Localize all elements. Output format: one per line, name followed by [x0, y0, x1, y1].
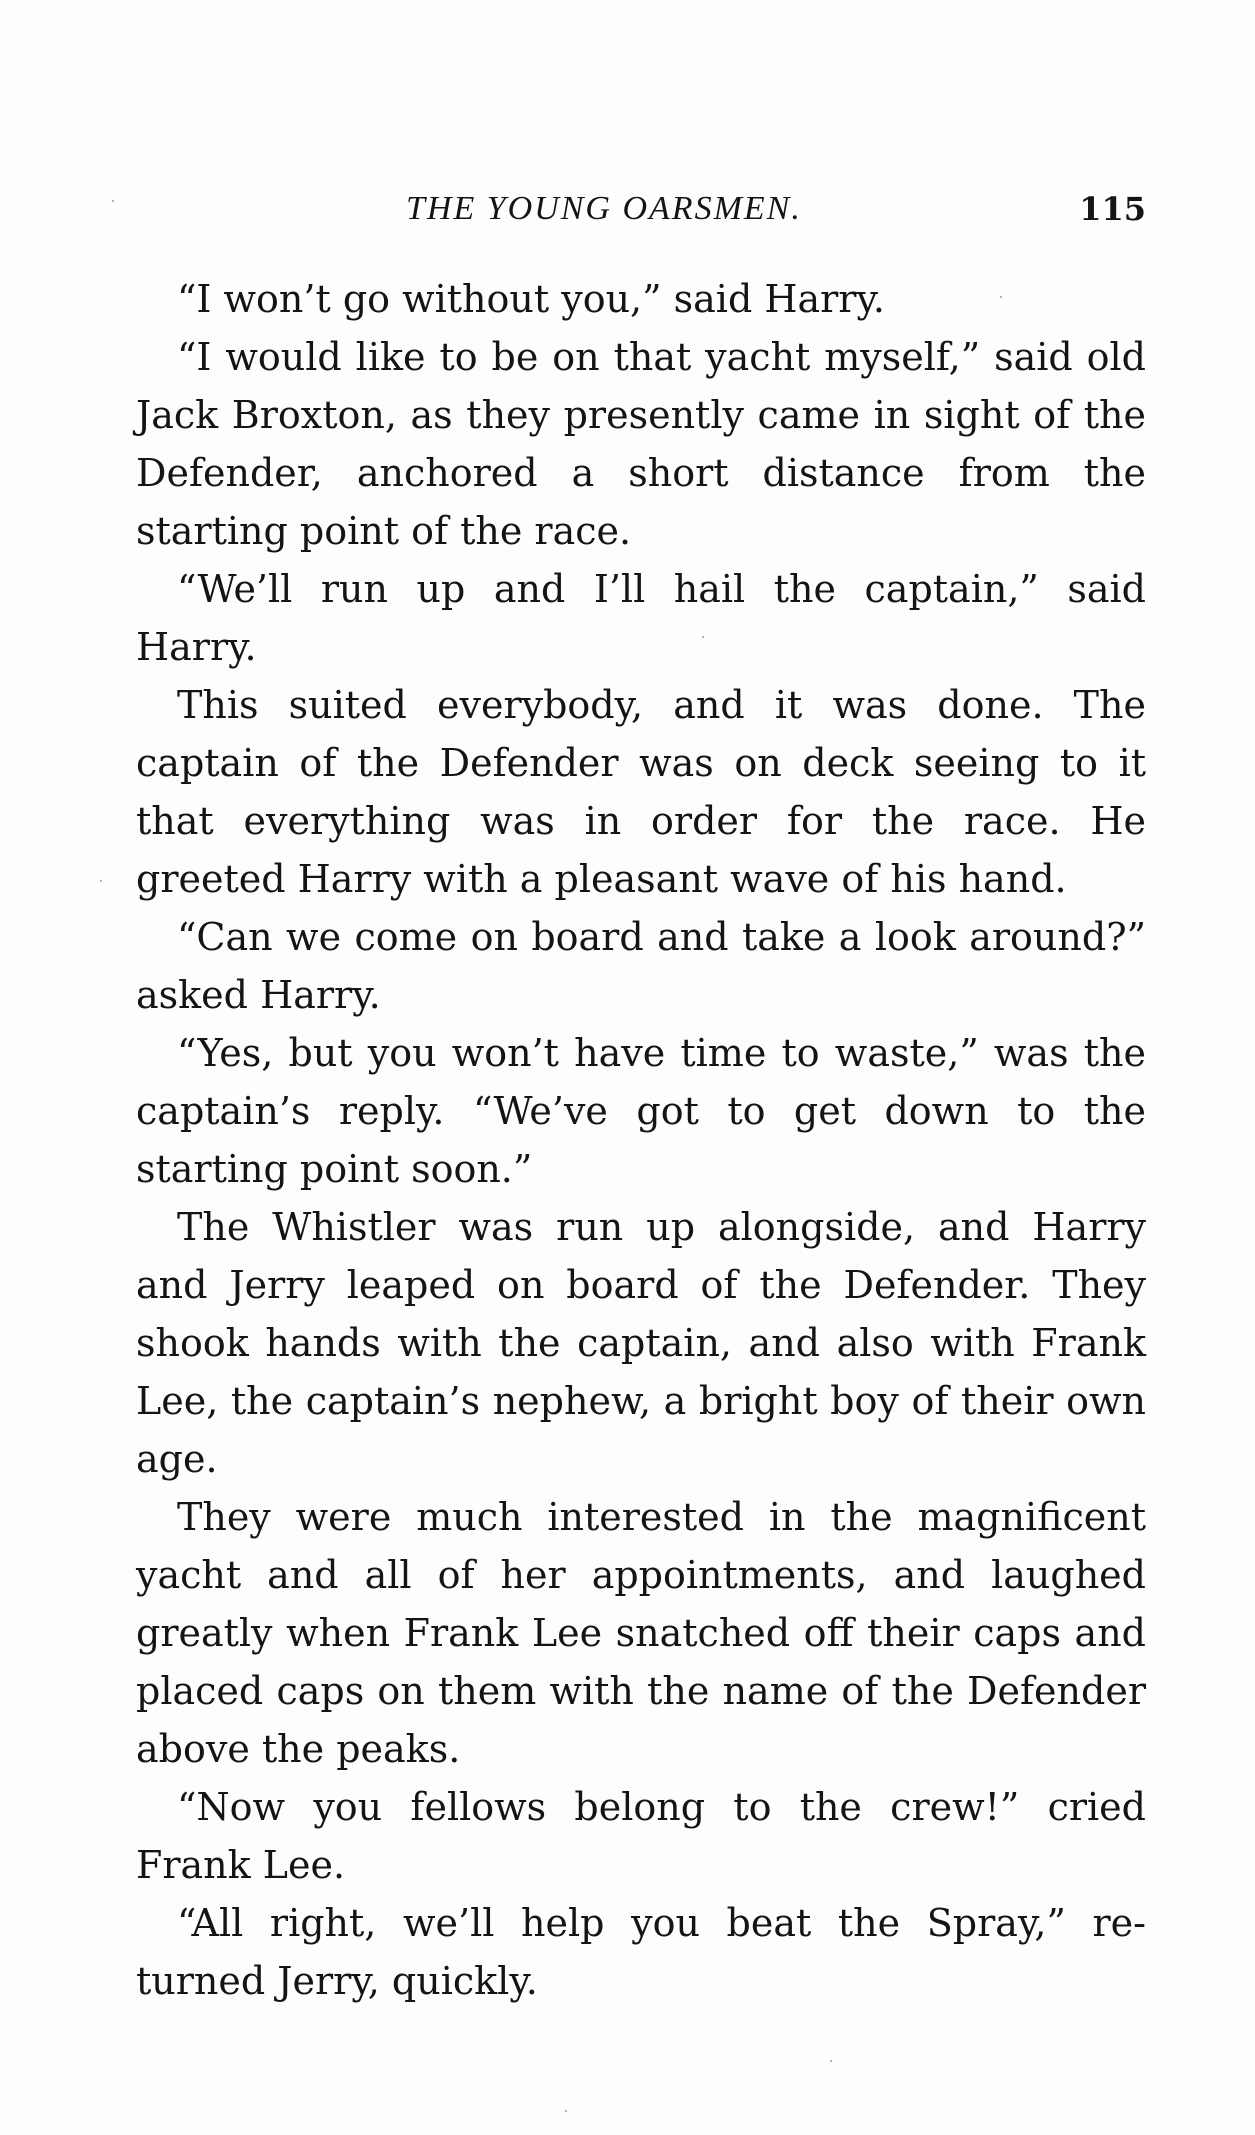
page-header	[136, 190, 1146, 240]
paragraph: “Yes, but you won’t have time to waste,” was the captain’s reply. “We’ve got to get down to the starting point soon.”	[136, 1031, 1146, 1191]
paragraph: “All right, we’ll help you beat the Spray,” re-turned Jerry, quickly.	[136, 1901, 1146, 2003]
paragraph: They were much interested in the magnificent yacht and all of her appointments, and laughed greatly when Frank Lee snatched off their caps and placed caps on them with the name of the Defender above the peaks.	[136, 1495, 1146, 1771]
paragraph: The Whistler was run up alongside, and Harry and Jerry leaped on board of the Defender. They shook hands with the captain, and also with Frank Lee, the captain’s nephew, a bright boy of their own age.	[136, 1205, 1146, 1481]
paragraph: “I won’t go without you,” said Harry.	[177, 277, 885, 321]
paper-speck	[830, 2060, 832, 2062]
paper-speck	[702, 636, 704, 638]
paper-speck	[112, 200, 114, 202]
body-text	[136, 270, 1146, 2010]
paragraph: “We’ll run up and I’ll hail the captain,” said Harry.	[136, 567, 1146, 669]
paragraph: “I would like to be on that yacht myself,” said old Jack Broxton, as they presently came in sight of the Defender, anchored a short distance from the starting point of the race.	[136, 335, 1146, 553]
paragraph: “Can we come on board and take a look around?” asked Harry.	[136, 915, 1146, 1017]
paragraph: This suited everybody, and it was done. The captain of the Defender was on deck seeing to it that everything was in order for the race. He greeted Harry with a pleasant wave of his hand.	[136, 683, 1146, 901]
paper-speck	[100, 880, 102, 882]
paper-speck	[565, 2110, 567, 2112]
page-number: 115	[1079, 190, 1146, 228]
paper-speck	[1000, 296, 1002, 298]
running-head: THE YOUNG OARSMEN.	[406, 190, 802, 227]
paragraph: “Now you fellows belong to the crew!” cried Frank Lee.	[136, 1785, 1146, 1887]
